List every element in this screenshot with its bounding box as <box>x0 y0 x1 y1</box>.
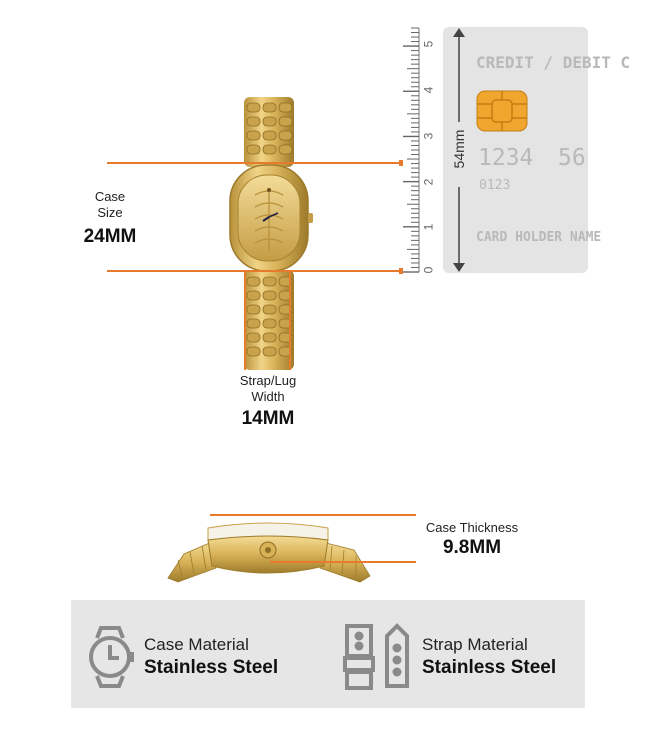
watch-front-image <box>225 95 315 375</box>
materials-panel <box>71 600 585 708</box>
thickness-bottom-line <box>270 561 416 563</box>
card-chip-icon <box>476 90 528 132</box>
thickness-top-line <box>210 514 416 516</box>
watch-side-image <box>164 510 374 590</box>
case-material-label: Case Material <box>144 635 249 654</box>
card-height-label: 54mm <box>451 129 467 169</box>
strap-material-value: Stainless Steel <box>422 657 557 678</box>
ruler <box>399 25 445 277</box>
ruler-tick-4: 4 <box>421 86 436 94</box>
case-material-value: Stainless Steel <box>144 657 279 678</box>
ruler-tick-5: 5 <box>421 40 436 48</box>
strap-width-value: 14MM <box>241 408 295 429</box>
case-size-value: 24MM <box>83 226 137 247</box>
card-number-2: 56 <box>558 145 586 171</box>
strap-width-label-line1: Strap/Lug <box>239 373 297 388</box>
case-size-label <box>80 189 140 221</box>
card-small-number: 0123 <box>479 178 511 193</box>
strap-right-line <box>289 272 291 370</box>
card-number-1: 1234 <box>478 145 534 171</box>
card-holder-name: CARD HOLDER NAME <box>476 230 602 245</box>
watch-icon <box>85 626 135 688</box>
strap-icon <box>343 622 413 690</box>
case-thickness-label: Case Thickness <box>425 520 519 535</box>
strap-left-line <box>244 272 246 370</box>
case-size-label-line2: Size <box>97 205 123 220</box>
ruler-tick-1: 1 <box>421 223 436 231</box>
ruler-tick-3: 3 <box>421 132 436 140</box>
strap-width-label-line2: Width <box>251 389 285 404</box>
case-size-bottom-line <box>107 270 399 272</box>
ruler-tick-0: 0 <box>421 266 436 274</box>
card-header: CREDIT / DEBIT C <box>476 53 631 72</box>
case-size-label-line1: Case <box>94 189 126 204</box>
strap-material-label: Strap Material <box>422 635 528 654</box>
case-size-top-line <box>107 162 399 164</box>
ruler-tick-2: 2 <box>421 178 436 186</box>
case-thickness-value: 9.8MM <box>442 537 502 558</box>
strap-width-label <box>218 373 318 405</box>
